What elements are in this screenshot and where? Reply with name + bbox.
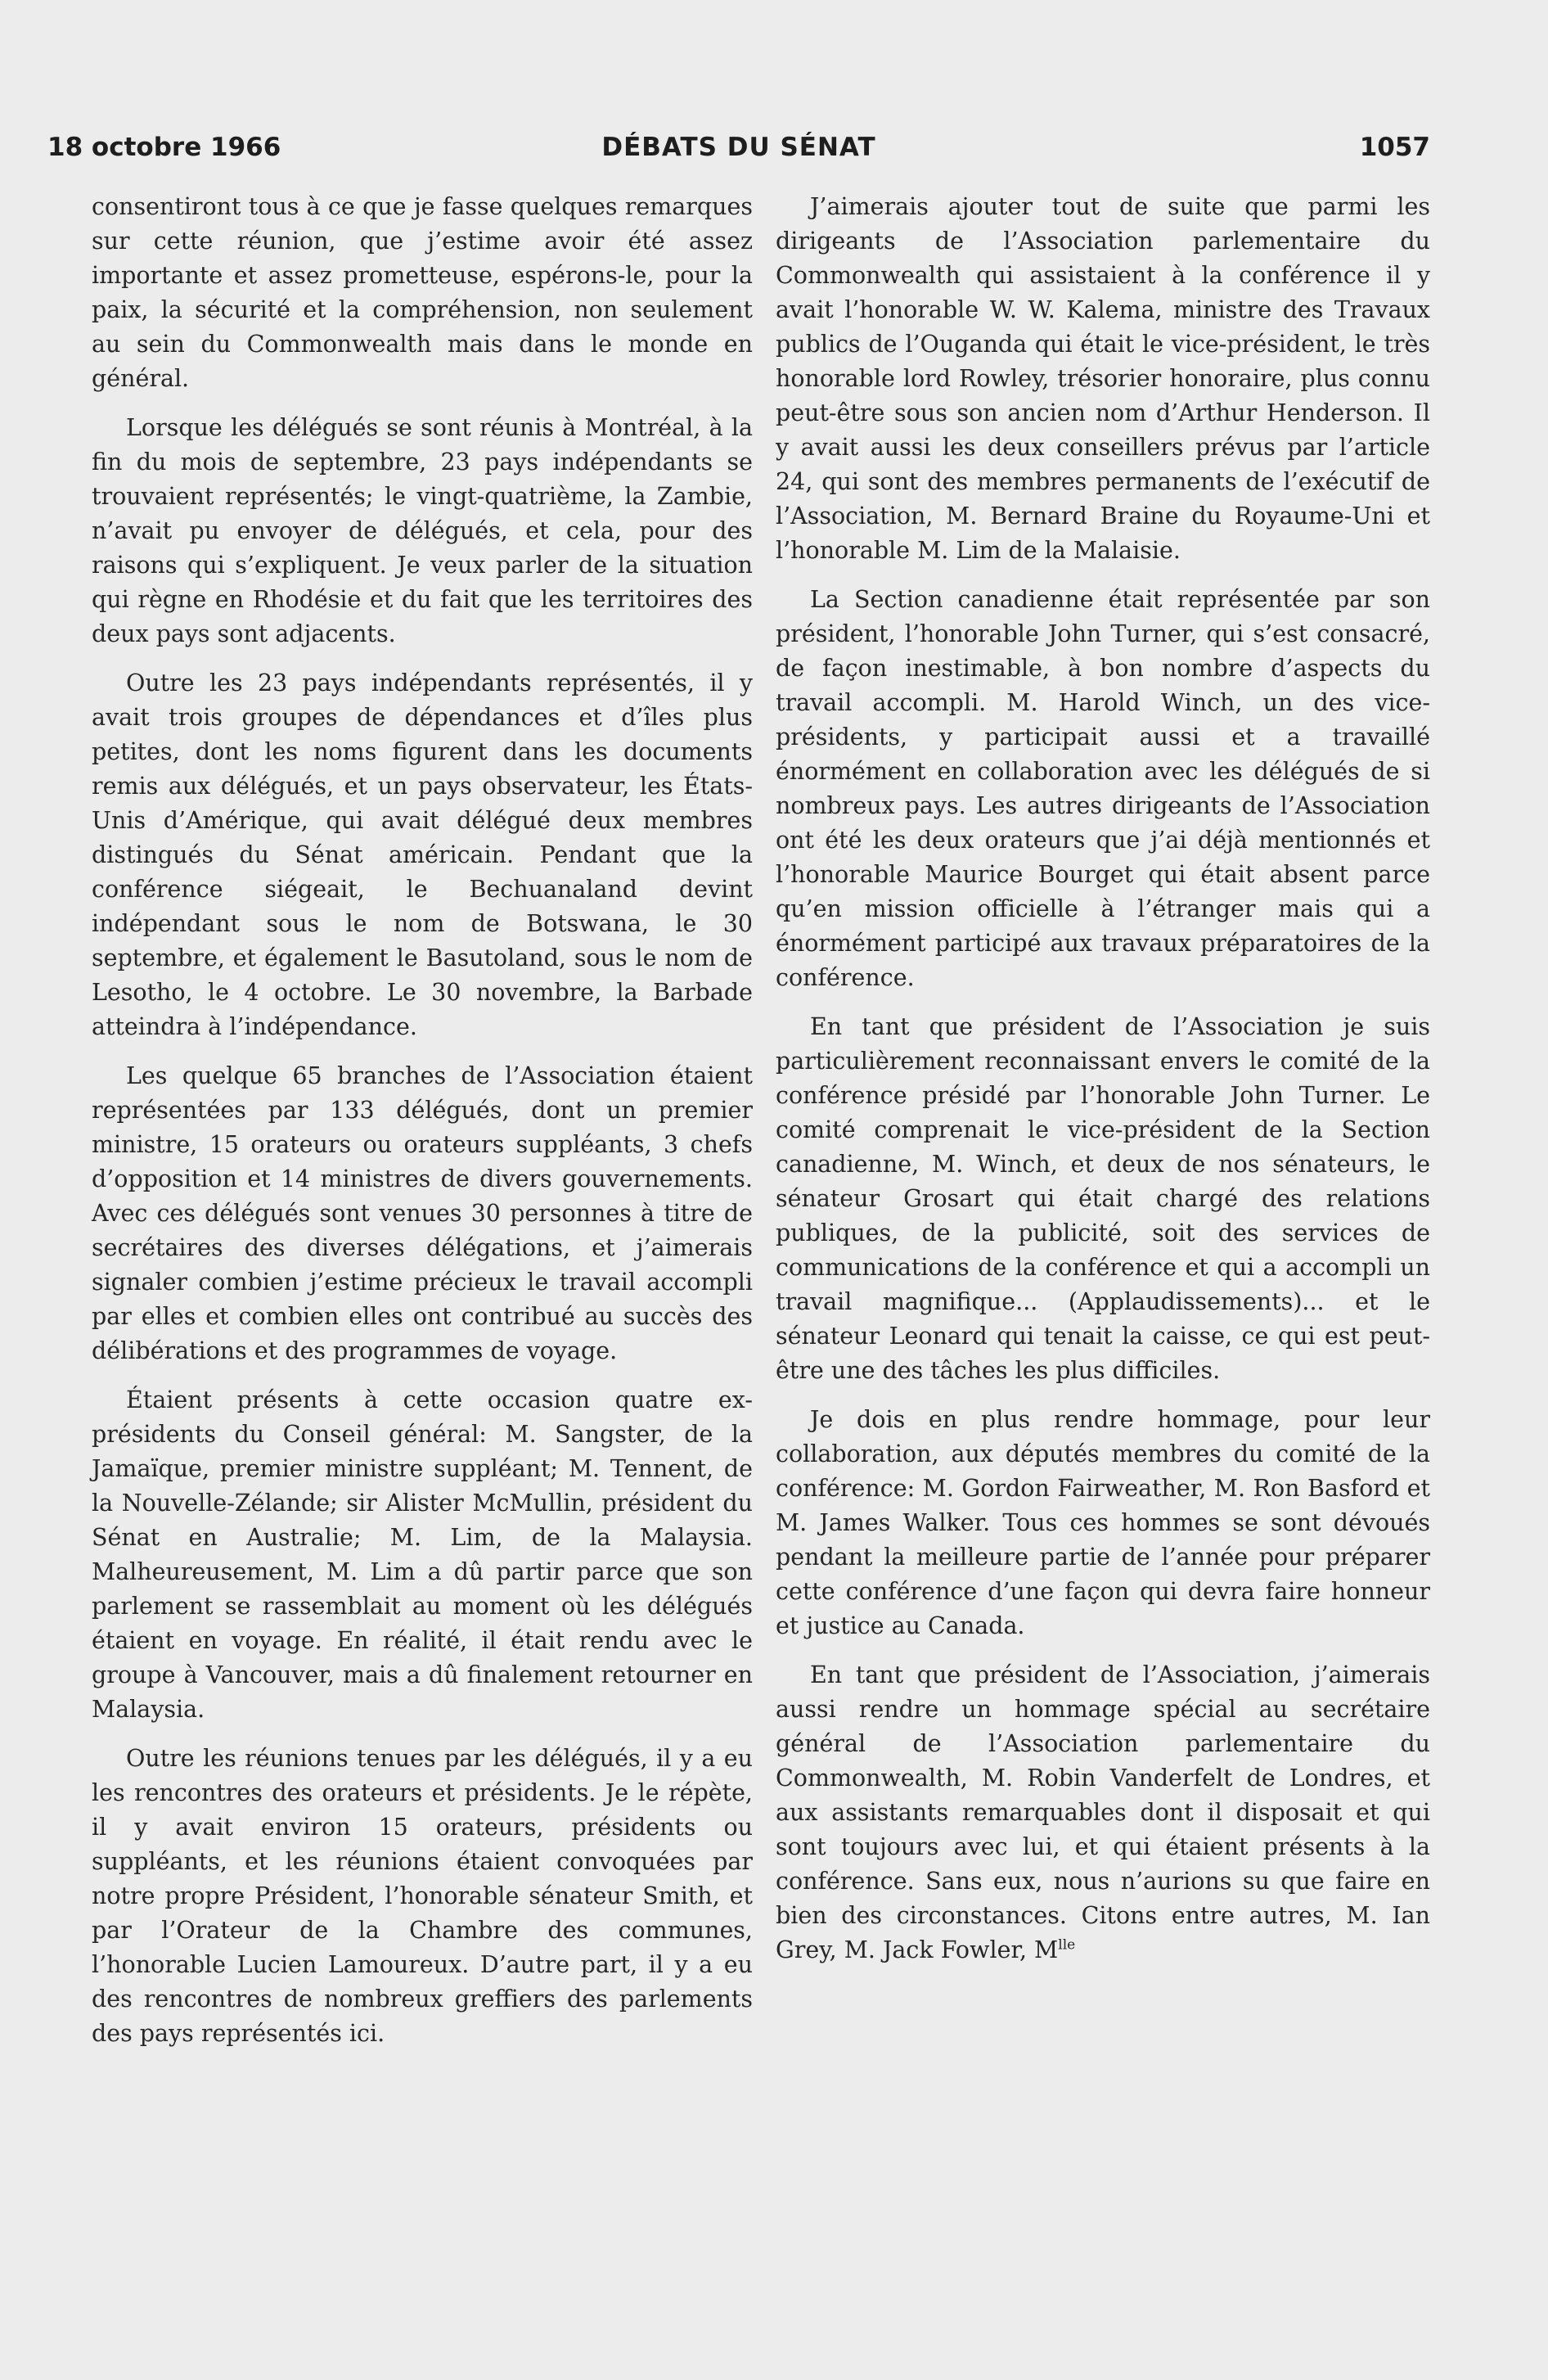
paragraph: En tant que président de l’Association je suis particulièrement reconnaissant envers le comité de la conférence présidé par l’honorable John Turner. Le comité comprenait le vice-président de la Section canadienne, M. Winch, et deux de nos sénateurs, le sénateur Grosart qui était chargé des relations publiques, de la publicité, soit des services de communications de la conférence et qui a accompli un travail magnifique... (Applaudissements)... et le sénateur Leonard qui tenait la caisse, ce qui est peut-être une des tâches les plus difficiles.: [776, 1013, 1430, 1384]
header-date: 18 octobre 1966: [47, 133, 281, 162]
paragraph: Lorsque les délégués se sont réunis à Montréal, à la fin du mois de septembre, 23 pays indépendants se trouvaient représentés; le vingt-quatrième, la Zambie, n’avait pu envoyer de délégués, et cela, pour des raisons qui s’expliquent. Je veux parler de la situation qui règne en Rhodésie et du fait que les territoires des deux pays sont adjacents.: [92, 414, 753, 647]
header-title: DÉBATS DU SÉNAT: [601, 133, 876, 162]
paragraph: Outre les 23 pays indépendants représentés, il y avait trois groupes de dépendances et d’îles plus petites, dont les noms figurent dans les documents remis aux délégués, et un pays observateur, les États-Unis d’Amérique, qui avait délégué deux membres distingués du Sénat américain. Pendant que la conférence siégeait, le Bechuanaland devint indépendant sous le nom de Botswana, le 30 septembre, et également le Basutoland, sous le nom de Lesotho, le 4 octobre. Le 30 novembre, la Barbade atteindra à l’indépendance.: [92, 669, 753, 1040]
paragraph-text: En tant que président de l’Association, j’aimerais aussi rendre un hommage spécial au secrétaire général de l’Association parlementaire du Commonwealth, M. Robin Vanderfelt de Londres, et aux assistants remarquables dont il disposait et qui sont toujours avec lui, et qui étaient présents à la conférence. Sans eux, nous n’aurions su que faire en bien des circonstances. Citons entre autres, M. Ian Grey, M. Jack Fowler, M: [776, 1661, 1430, 1963]
paragraph: Je dois en plus rendre hommage, pour leur collaboration, aux députés membres du comité de la conférence: M. Gordon Fairweather, M. Ron Basford et M. James Walker. Tous ces hommes se sont dévoués pendant la meilleure partie de l’année pour préparer cette conférence d’une façon qui devra faire honneur et justice au Canada.: [776, 1406, 1430, 1639]
page-number: 1057: [1359, 133, 1430, 162]
paragraph: Outre les réunions tenues par les délégués, il y a eu les rencontres des orateurs et présidents. Je le répète, il y avait environ 15 orateurs, présidents ou suppléants, et les réunions étaient convoquées par notre propre Président, l’honorable sénateur Smith, et par l’Orateur de la Chambre des communes, l’honorable Lucien Lamoureux. D’autre part, il y a eu des rencontres de nombreux greffiers des parlements des pays représentés ici.: [92, 1745, 753, 2047]
left-column: [92, 190, 753, 2066]
paragraph-continued: [776, 1658, 1430, 1968]
paragraph: La Section canadienne était représentée par son président, l’honorable John Turner, qui s’est consacré, de façon inestimable, à bon nombre d’aspects du travail accompli. M. Harold Winch, un des vice-présidents, y participait aussi et a travaillé énormément en collaboration avec les délégués de si nombreux pays. Les autres dirigeants de l’Association ont été les deux orateurs que j’ai déjà mentionnés et l’honorable Maurice Bourget qui était absent parce qu’en mission officielle à l’étranger mais qui a énormément participé aux travaux préparatoires de la conférence.: [776, 586, 1430, 991]
paragraph: Les quelque 65 branches de l’Association étaient représentées par 133 délégués, dont un premier ministre, 15 orateurs ou orateurs suppléants, 3 chefs d’opposition et 14 ministres de divers gouvernements. Avec ces délégués sont venues 30 personnes à titre de secrétaires des diverses délégations, et j’aimerais signaler combien j’estime précieux le travail accompli par elles et combien elles ont contribué au succès des délibérations et des programmes de voyage.: [92, 1062, 753, 1364]
paragraph: consentiront tous à ce que je fasse quelques remarques sur cette réunion, que j’estime avoir été assez importante et assez prometteuse, espérons-le, pour la paix, la sécurité et la compréhension, non seulement au sein du Commonwealth mais dans le monde en général.: [92, 193, 753, 392]
superscript: lle: [1058, 1936, 1076, 1954]
paragraph: J’aimerais ajouter tout de suite que parmi les dirigeants de l’Association parlementaire du Commonwealth qui assistaient à la conférence il y avait l’honorable W. W. Kalema, ministre des Travaux publics de l’Ouganda qui était le vice-président, le très honorable lord Rowley, trésorier honoraire, plus connu peut-être sous son ancien nom d’Arthur Henderson. Il y avait aussi les deux conseillers prévus par l’article 24, qui sont des membres permanents de l’exécutif de l’Association, M. Bernard Braine du Royaume-Uni et l’honorable M. Lim de la Malaisie.: [776, 193, 1430, 564]
page-header: [47, 133, 1430, 169]
right-column: [776, 190, 1430, 1982]
paragraph: Étaient présents à cette occasion quatre ex-présidents du Conseil général: M. Sangster, de la Jamaïque, premier ministre suppléant; M. Tennent, de la Nouvelle-Zélande; sir Alister McMullin, président du Sénat en Australie; M. Lim, de la Malaysia. Malheureusement, M. Lim a dû partir parce que son parlement se rassemblait au moment où les délégués étaient en voyage. En réalité, il était rendu avec le groupe à Vancouver, mais a dû finalement retourner en Malaysia.: [92, 1386, 753, 1723]
